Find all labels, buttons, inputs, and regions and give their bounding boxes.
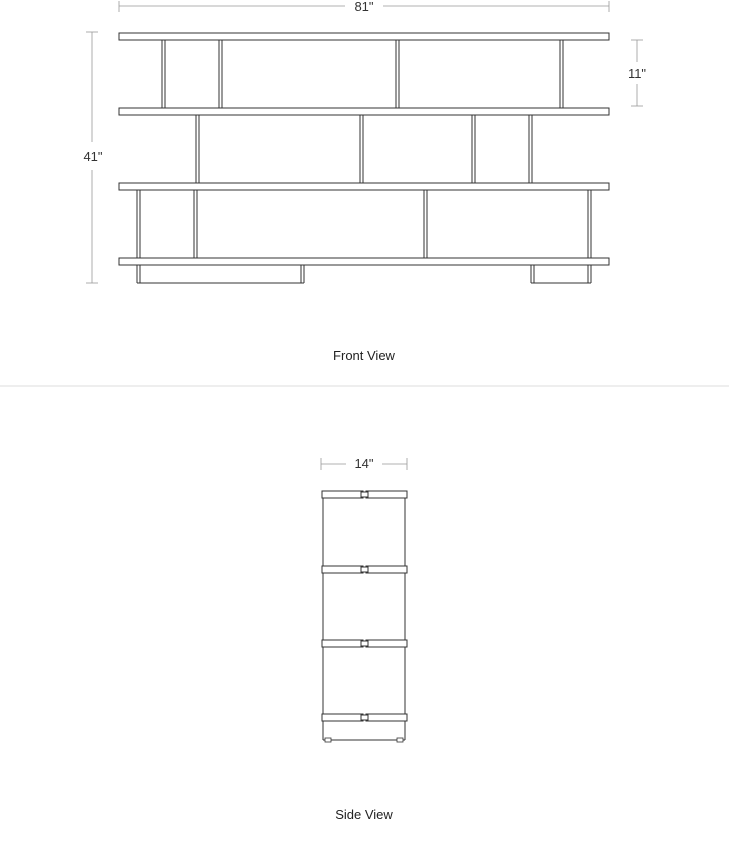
front-shelf-4	[119, 258, 609, 265]
height-dimension	[83, 32, 102, 283]
front-view	[83, 0, 646, 363]
side-uprights	[323, 498, 405, 740]
width-label: 81"	[354, 0, 374, 14]
side-view	[321, 456, 407, 822]
side-shelf-2	[322, 566, 407, 573]
front-tier-3-posts	[137, 190, 591, 258]
shelf-gap-label: 11"	[627, 66, 647, 81]
front-view-caption: Front View	[333, 348, 395, 363]
front-shelf-3	[119, 183, 609, 190]
front-tier-2-posts	[196, 115, 532, 183]
shelf-gap-dimension	[628, 40, 646, 106]
side-base	[323, 738, 405, 742]
front-shelf-1	[119, 33, 609, 40]
side-shelf-4	[322, 714, 407, 721]
side-shelf-3	[322, 640, 407, 647]
front-base-legs	[137, 265, 591, 283]
depth-dimension	[321, 456, 407, 471]
depth-label: 14"	[354, 456, 374, 471]
height-label: 41"	[83, 149, 103, 164]
side-view-caption: Side View	[335, 807, 393, 822]
front-tier-1-posts	[162, 40, 563, 108]
front-shelf-2	[119, 108, 609, 115]
side-shelf-1	[322, 491, 407, 498]
width-dimension	[119, 0, 609, 14]
